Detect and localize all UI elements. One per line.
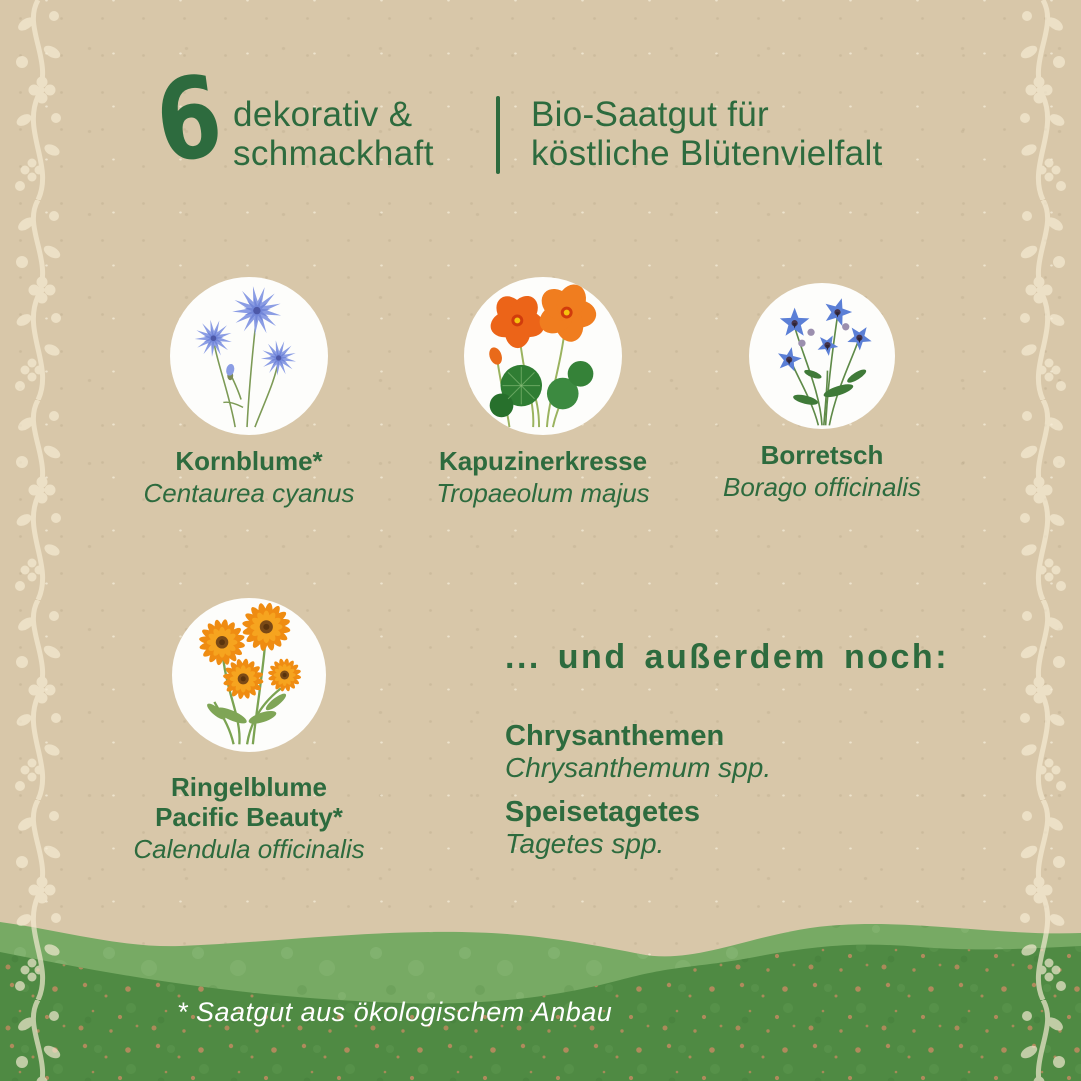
floral-border-right-icon [1013, 0, 1073, 1081]
flower-latin-name: Calendula officinalis [133, 834, 365, 864]
count-badge: 6 [148, 51, 230, 189]
additional-heading: ... und außerdem noch: [505, 638, 950, 676]
additional-item-name: Chrysanthemen [505, 720, 725, 752]
list-item [505, 797, 949, 859]
title-line2: köstliche Blütenvielfalt [531, 134, 883, 173]
flower-name: Borretsch [760, 440, 884, 470]
nasturtium-illustration [464, 277, 622, 435]
flower-card-borretsch [657, 279, 987, 502]
grass-band [0, 890, 1081, 1081]
header-divider [496, 96, 500, 174]
flower-name-line2: Pacific Beauty* [155, 802, 343, 832]
cornflower-image [170, 277, 328, 435]
header-tagline [233, 95, 434, 173]
borage-illustration [749, 283, 895, 429]
calendula-image [172, 598, 326, 752]
organic-seed-note: * Saatgut aus ökologischem Anbau [177, 997, 613, 1027]
nasturtium-image [464, 277, 622, 435]
additional-item-latin: Tagetes spp. [505, 828, 665, 859]
flower-latin-name: Borago officinalis [723, 472, 921, 502]
page-title [531, 95, 883, 173]
flower-name [84, 772, 414, 832]
flower-card-kornblume [84, 277, 414, 508]
cornflower-illustration [170, 277, 328, 435]
borage-image [749, 283, 895, 429]
floral-border-left-icon [8, 0, 68, 1081]
flower-latin-name: Centaurea cyanus [143, 478, 355, 508]
additional-varieties-section [505, 638, 949, 873]
flower-latin-name: Tropaeolum majus [436, 478, 650, 508]
flower-card-ringelblume [84, 598, 414, 864]
flower-name-line1: Ringelblume [170, 772, 327, 802]
calendula-illustration [172, 598, 326, 752]
title-line1: Bio-Saatgut für [531, 95, 769, 134]
additional-item-name: Speisetagetes [505, 796, 701, 828]
tagline-line2: schmackhaft [233, 134, 434, 173]
additional-item-latin: Chrysanthemum spp. [505, 752, 772, 783]
flower-name: Kapuzinerkresse [438, 446, 648, 476]
flower-name: Kornblume* [175, 446, 323, 476]
tagline-line1: dekorativ & [233, 95, 413, 134]
list-item [505, 721, 949, 783]
